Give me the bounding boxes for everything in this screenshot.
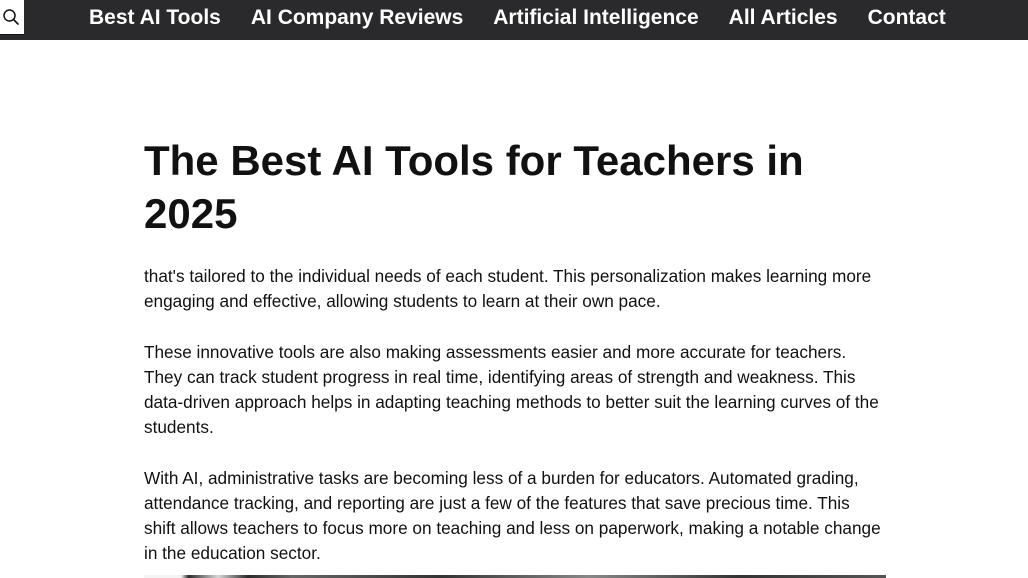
top-navbar <box>0 0 1028 40</box>
nav-link-contact[interactable]: Contact <box>867 6 946 29</box>
nav-link-all-articles[interactable]: All Articles <box>728 6 838 29</box>
nav-link-artificial-intelligence[interactable]: Artificial Intelligence <box>493 6 699 29</box>
search-icon <box>2 8 20 26</box>
article-title: The Best AI Tools for Teachers in 2025 <box>144 137 804 237</box>
article <box>144 134 884 566</box>
main-nav <box>89 0 976 40</box>
article-paragraph-3: With AI, administrative tasks are becoming less of a burden for educators. Automated grading, attendance tracking, and reporting are just a few of the features that save precious time. This shift allows teachers to focus more on teaching and less on paperwork, making a notable change in the education sector. <box>144 468 881 563</box>
search-button[interactable] <box>0 0 24 35</box>
nav-link-best-ai-tools[interactable]: Best AI Tools <box>89 6 221 29</box>
article-paragraph-1: that's tailored to the individual needs of each student. This personalization makes learning more engaging and effective, allowing students to learn at their own pace. <box>144 266 872 311</box>
nav-link-ai-company-reviews[interactable]: AI Company Reviews <box>250 6 464 29</box>
article-paragraph-2: These innovative tools are also making assessments easier and more accurate for teachers. They can track student progress in real time, identifying areas of strength and weakness. This data-driven approach helps in adapting teaching methods to better suit the learning curves of the students. <box>144 342 879 437</box>
